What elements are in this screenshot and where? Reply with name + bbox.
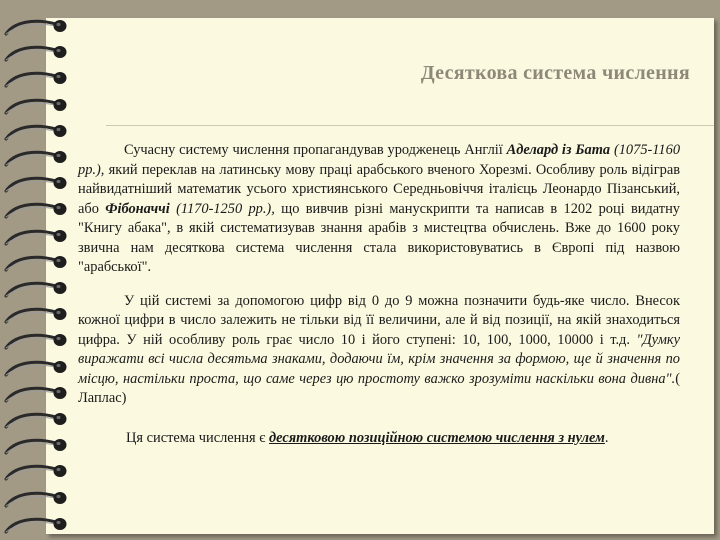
paragraph-conclusion xyxy=(78,429,680,449)
binding-ring-icon xyxy=(0,14,70,40)
key-definition: десятковою позиційною системою числення з нулем xyxy=(269,429,605,446)
binding-ring-icon xyxy=(0,93,70,119)
binding-ring-icon xyxy=(0,66,70,92)
p1-dates: (1075-1160 рр.), xyxy=(78,142,681,178)
binding-ring-icon xyxy=(0,171,70,197)
binding-ring-icon xyxy=(0,381,70,407)
binding-ring-icon xyxy=(0,459,70,485)
binding-ring-icon xyxy=(0,40,70,66)
binding-ring-icon xyxy=(0,197,70,223)
notebook-page xyxy=(46,18,714,534)
binding-ring-icon xyxy=(0,302,70,328)
p1-text-c: який переклав на латинську мову праці арабського вченого Хорезмі. Особливу роль відіграв найвидатніший математик усього християнського Середньовіччя італієць Леонардо Пізанський, або xyxy=(78,161,680,217)
p3-end: . xyxy=(604,429,609,446)
binding-ring-icon xyxy=(0,224,70,250)
p3-text-a: Ця система числення є xyxy=(126,429,270,446)
paragraph-history xyxy=(78,141,680,278)
binding-ring-icon xyxy=(0,512,70,538)
binding-ring-icon xyxy=(0,433,70,459)
binding-ring-icon xyxy=(0,119,70,145)
text-body xyxy=(78,141,680,448)
person-fibonacci: Фібоначчі xyxy=(105,200,170,217)
p2-text-a: У цій системі за допомогою цифр від 0 до 9 можна позначити будь-яке число. Внесок кожної цифри в число залежить не тільки від її величини, але й від позиції, на якій знаходиться цифра. У ній особливу роль грає число 10 і його ступені: 10, 100, 1000, 10000 і т.д. xyxy=(78,292,680,348)
binding-ring-icon xyxy=(0,276,70,302)
p1-fib-dates: (1170-1250 рр.), xyxy=(176,200,275,217)
person-adelard: Аделард із Бата xyxy=(506,142,611,158)
title-divider xyxy=(106,125,714,126)
binding-ring-icon xyxy=(0,250,70,276)
laplace-quote: "Думку виражати всі числа десятьма знаками, додаючи їм, крім значення за формою, ще й значення по місцю, настільки проста, що саме через цю простоту важко зрозуміти наскільки вона дивна". xyxy=(78,331,680,387)
paragraph-positional xyxy=(78,292,680,409)
binding-ring-icon xyxy=(0,145,70,171)
p1-text-e: що вивчив різні манускрипти та написав в 1202 році видатну "Книгу абака", в якій систематизував знання арабів з мистецтва обчислень. Вже до 1600 року звична нам десяткова система числення стала використовуватись в Європі під назвою "арабської". xyxy=(78,200,680,275)
laplace-author: ( Лаплас) xyxy=(78,370,680,406)
p1-text-a: Сучасну систему числення пропагандував уродженець Англії xyxy=(124,142,507,158)
binding-ring-icon xyxy=(0,407,70,433)
binding-ring-icon xyxy=(0,355,70,381)
binding-ring-icon xyxy=(0,486,70,512)
binding-ring-icon xyxy=(0,328,70,354)
page-title: Десяткова система числення xyxy=(420,62,690,84)
